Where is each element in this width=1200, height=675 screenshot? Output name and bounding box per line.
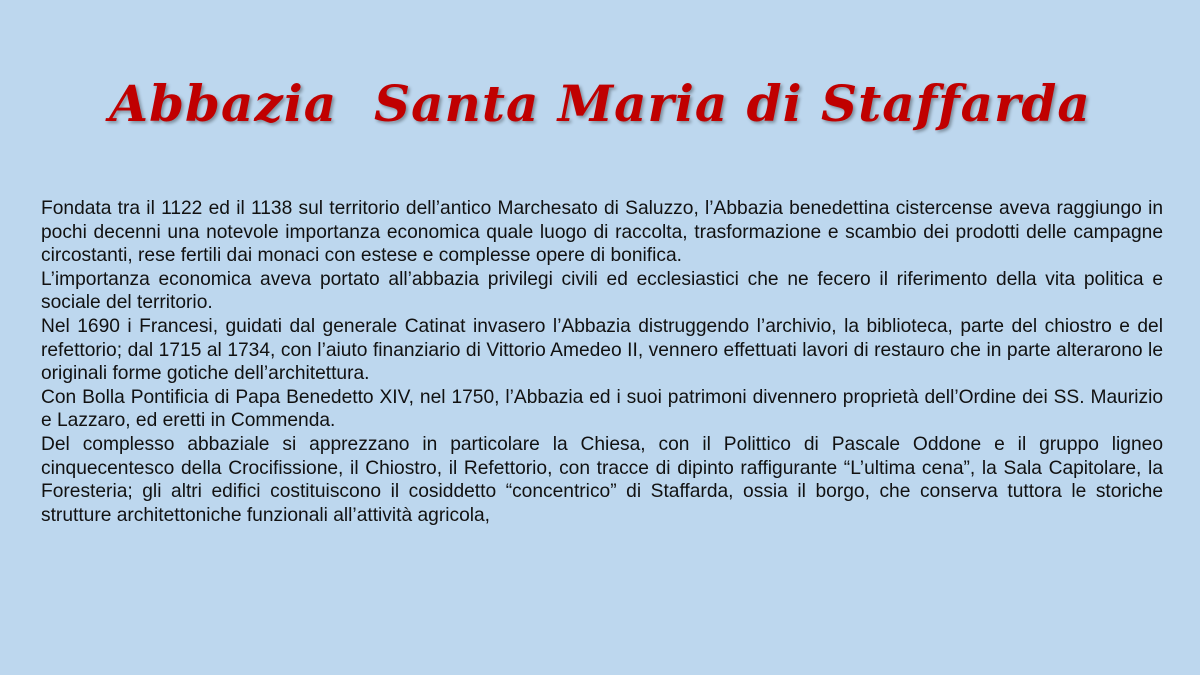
paragraph-papal-bull: Con Bolla Pontificia di Papa Benedetto XIV, nel 1750, l’Abbazia ed i suoi patrimoni divennero proprietà dell’Ordine dei SS. Maurizio e Lazzaro, ed eretti in Commenda. <box>41 386 1163 432</box>
body-text <box>41 197 1163 527</box>
paragraph-economic-importance: L’importanza economica aveva portato all’abbazia privilegi civili ed ecclesiastici che ne fecero il riferimento della vita politica e sociale del territorio. <box>41 268 1163 314</box>
paragraph-abbey-complex: Del complesso abbaziale si apprezzano in particolare la Chiesa, con il Polittico di Pascale Oddone e il gruppo ligneo cinquecentesco della Crocifissione, il Chiostro, il Refettorio, con tracce di dipinto raffigurante “L’ultima cena”, la Sala Capitolare, la Foresteria; gli altri edifici costituiscono il cosiddetto “concentrico” di Staffarda, ossia il borgo, che conserva tuttora le storiche strutture architettoniche funzionali all’attività agricola, <box>41 433 1163 526</box>
paragraph-foundation: Fondata tra il 1122 ed il 1138 sul territorio dell’antico Marchesato di Saluzzo, l’Abbazia benedettina cistercense aveva raggiungo in pochi decenni una notevole importanza economica quale luogo di raccolta, trasformazione e scambio dei prodotti delle campagne circostanti, rese fertili dai monaci con estese e complesse opere di bonifica. <box>41 198 1163 267</box>
slide-title: Abbazia Santa Maria di Staffarda <box>109 74 1091 133</box>
paragraph-french-invasion: Nel 1690 i Francesi, guidati dal generale Catinat invasero l’Abbazia distruggendo l’archivio, la biblioteca, parte del chiostro e del refettorio; dal 1715 al 1734, con l’aiuto finanziario di Vittorio Amedeo II, vennero effettuati lavori di restauro che in parte alterarono le originali forme gotiche dell’architettura. <box>41 315 1163 385</box>
